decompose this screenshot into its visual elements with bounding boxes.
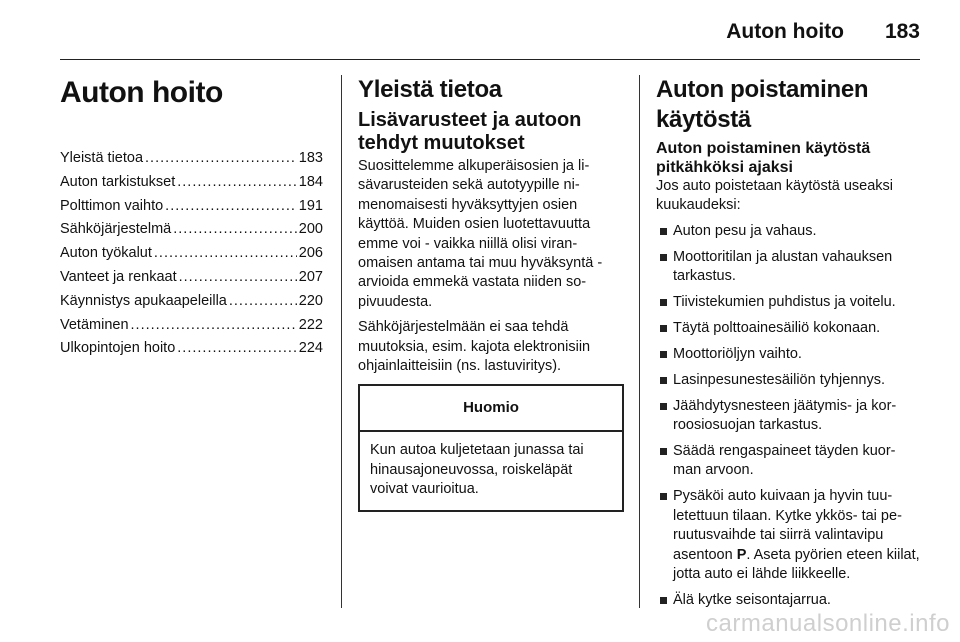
toc-entry-page: 224 [298, 340, 323, 357]
toc-entry-title: Polttimon vaihto [60, 197, 164, 214]
toc-leader-dots [177, 171, 297, 195]
toc-entry-page: 183 [298, 150, 323, 166]
toc-entry[interactable] [60, 290, 323, 314]
toc-leader-dots [229, 290, 297, 314]
section-title: Yleistä tietoa [358, 76, 502, 103]
toc-entry-title: Auton tarkistukset [60, 173, 176, 190]
toc-entry[interactable] [60, 171, 323, 195]
note-text: Kun autoa kuljetetaan junassa tai hinausajoneuvossa, roiskeläpät voivat vaurioitua. [370, 442, 584, 498]
list-item: Lasinpesunestesäiliön tyhjennys. [656, 371, 922, 390]
toc-entry-title: Ulkopintojen hoito [60, 340, 176, 357]
toc-leader-dots [145, 147, 297, 171]
table-of-contents [60, 147, 323, 361]
body-paragraph: Suosittelemme alkuperäisosien ja li-sävarusteiden sekä autotyypille ni-menomaisesti hyväksyttyjen osien käyttöä. Muiden osien luotettavuutta emme voi - vaikka niillä olisi viran-omaisen antama tai muu hyväksyntä - arvioida emmekä vastata niiden so-pivuudesta. [358, 158, 603, 310]
page-header [0, 0, 960, 60]
toc-entry[interactable] [60, 314, 323, 338]
list-item: Tiivistekumien puhdistus ja voitelu. [656, 293, 922, 312]
toc-entry-title: Vanteet ja renkaat [60, 268, 177, 285]
toc-entry-page: 200 [298, 221, 323, 238]
toc-entry-title: Yleistä tietoa [60, 150, 144, 166]
subsection-title: Auton poistaminen käytöstä pitkähköksi ajaksi [656, 140, 871, 176]
body-paragraph: Sähköjärjestelmään ei saa tehdä muutoksia, esim. kajota elektronisiin ohjainlaitteisiin (ns. lastuviritys). [358, 319, 591, 375]
storage-column [656, 75, 922, 617]
list-item: Auton pesu ja vahaus. [656, 222, 922, 241]
toc-entry-title: Auton työkalut [60, 245, 152, 262]
storage-checklist [656, 222, 922, 610]
note-heading: Huomio [360, 386, 622, 432]
toc-entry-page: 222 [298, 316, 323, 333]
toc-leader-dots [165, 195, 297, 219]
list-item: Säädä rengaspaineet täyden kuor-man arvoon. [656, 442, 922, 481]
toc-entry[interactable] [60, 218, 323, 242]
toc-entry-page: 206 [298, 245, 323, 262]
toc-entry-page: 184 [298, 173, 323, 190]
column-divider [341, 75, 342, 608]
toc-leader-dots [154, 242, 297, 266]
toc-entry-page: 191 [298, 197, 323, 214]
section-title: Auton poistaminen käytöstä [656, 76, 869, 133]
list-item-text: Pysäköi auto kuivaan ja hyvin tuu-letettuun tilaan. Kytke ykkös- tai pe-ruutusvaihde tai siirrä valintavipu asentoon [673, 488, 902, 563]
toc-entry[interactable] [60, 195, 323, 219]
toc-entry-title: Käynnistys apukaapeleilla [60, 292, 227, 309]
header-title: Auton hoito [726, 20, 844, 43]
subsection-title: Lisävarusteet ja autoon tehdyt muutokset [358, 109, 582, 154]
toc-entry[interactable] [60, 242, 323, 266]
toc-leader-dots [177, 337, 297, 361]
page-number: 183 [884, 20, 920, 43]
note-box [358, 384, 624, 511]
toc-column [60, 75, 323, 361]
gear-position-label: P [736, 546, 747, 563]
toc-entry-title: Vetäminen [60, 316, 129, 333]
toc-entry-page: 207 [298, 268, 323, 285]
toc-entry-title: Sähköjärjestelmä [60, 221, 172, 238]
chapter-title: Auton hoito [60, 76, 223, 109]
list-item: Älä kytke seisontajarrua. [656, 591, 922, 610]
list-item-text: . Aseta pyörien eteen kiilat, jotta auto ei lähde liikkeelle. [673, 546, 920, 582]
header-divider [60, 59, 920, 60]
watermark: carmanualsonline.info [706, 610, 950, 637]
toc-entry[interactable] [60, 147, 323, 171]
toc-entry[interactable] [60, 337, 323, 361]
toc-entry[interactable] [60, 266, 323, 290]
toc-leader-dots [179, 266, 297, 290]
general-info-column [358, 75, 622, 512]
list-item: Jäähdytysnesteen jäätymis- ja kor-roosiosuojan tarkastus. [656, 397, 922, 436]
toc-leader-dots [131, 314, 297, 338]
list-item: Täytä polttoainesäiliö kokonaan. [656, 319, 922, 338]
intro-paragraph: Jos auto poistetaan käytöstä useaksi kuukaudeksi: [656, 178, 893, 214]
toc-entry-page: 220 [298, 292, 323, 309]
list-item: Moottoriöljyn vaihto. [656, 345, 922, 364]
list-item [656, 487, 922, 584]
column-divider [639, 75, 640, 608]
list-item: Moottoritilan ja alustan vahauksen tarkastus. [656, 248, 922, 287]
toc-leader-dots [173, 218, 297, 242]
